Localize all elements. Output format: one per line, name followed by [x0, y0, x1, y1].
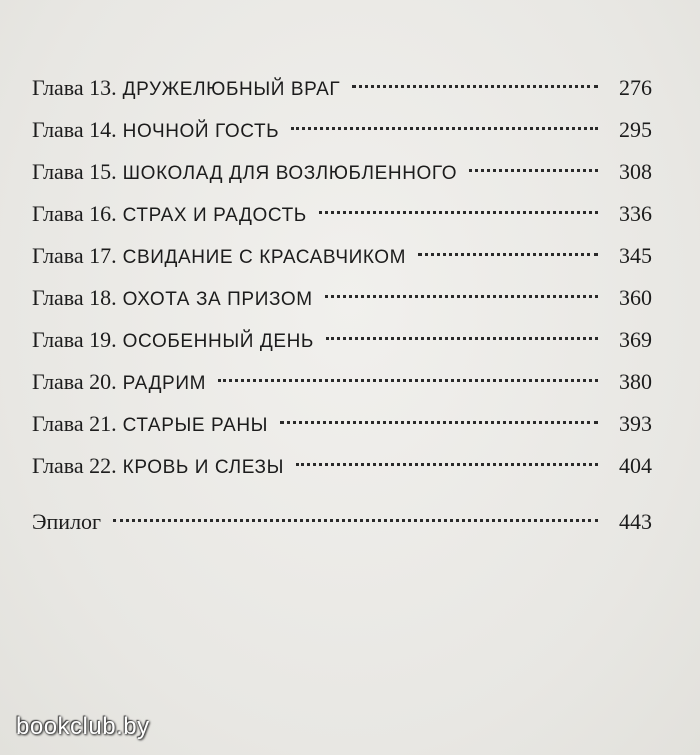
- chapter-title: РАДРИМ: [122, 373, 207, 394]
- page-number: 443: [619, 509, 652, 534]
- page-number: 308: [619, 159, 652, 184]
- page-number: 380: [619, 369, 652, 394]
- dot-leader: [280, 421, 598, 424]
- toc-entry-19: [32, 324, 652, 366]
- table-of-contents: [32, 72, 652, 548]
- chapter-label: Глава 16.: [32, 201, 117, 226]
- toc-entry-15: [32, 156, 652, 198]
- chapter-label: Глава 15.: [32, 159, 117, 184]
- chapter-title: ДРУЖЕЛЮБНЫЙ ВРАГ: [122, 79, 341, 100]
- chapter-label: Глава 17.: [32, 243, 117, 268]
- chapter-label: Глава 21.: [32, 411, 117, 436]
- toc-entry-18: [32, 282, 652, 324]
- toc-entry-16: [32, 198, 652, 240]
- page-number: 369: [619, 327, 652, 352]
- toc-entry-17: [32, 240, 652, 282]
- epilog-label: Эпилог: [32, 509, 102, 534]
- chapter-title: КРОВЬ И СЛЕЗЫ: [122, 457, 285, 478]
- dot-leader: [113, 519, 598, 522]
- chapter-title: ОХОТА ЗА ПРИЗОМ: [122, 289, 313, 310]
- chapter-title: ШОКОЛАД ДЛЯ ВОЗЛЮБЛЕННОГО: [122, 163, 458, 184]
- page-number: 360: [619, 285, 652, 310]
- dot-leader: [325, 295, 598, 298]
- dot-leader: [418, 253, 598, 256]
- dot-leader: [352, 85, 598, 88]
- chapter-label: Глава 18.: [32, 285, 117, 310]
- chapter-title: ОСОБЕННЫЙ ДЕНЬ: [122, 331, 315, 352]
- toc-entry-14: [32, 114, 652, 156]
- page-number: 393: [619, 411, 652, 436]
- toc-entry-epilog: [32, 506, 652, 548]
- chapter-title: СТРАХ И РАДОСТЬ: [122, 205, 307, 226]
- chapter-title: СВИДАНИЕ С КРАСАВЧИКОМ: [122, 247, 407, 268]
- page-number: 295: [619, 117, 652, 142]
- dot-leader: [469, 169, 598, 172]
- dot-leader: [291, 127, 598, 130]
- chapter-title: СТАРЫЕ РАНЫ: [122, 415, 269, 436]
- toc-entry-21: [32, 408, 652, 450]
- page-number: 404: [619, 453, 652, 478]
- dot-leader: [296, 463, 598, 466]
- chapter-label: Глава 20.: [32, 369, 117, 394]
- toc-entry-22: [32, 450, 652, 492]
- dot-leader: [319, 211, 598, 214]
- watermark: bookclub.by: [16, 713, 150, 740]
- chapter-label: Глава 14.: [32, 117, 117, 142]
- toc-entry-13: [32, 72, 652, 114]
- page-number: 345: [619, 243, 652, 268]
- chapter-label: Глава 22.: [32, 453, 117, 478]
- page-number: 336: [619, 201, 652, 226]
- dot-leader: [326, 337, 598, 340]
- toc-entry-20: [32, 366, 652, 408]
- chapter-label: Глава 19.: [32, 327, 117, 352]
- page-number: 276: [619, 75, 652, 100]
- chapter-label: Глава 13.: [32, 75, 117, 100]
- dot-leader: [218, 379, 598, 382]
- chapter-title: НОЧНОЙ ГОСТЬ: [122, 121, 280, 142]
